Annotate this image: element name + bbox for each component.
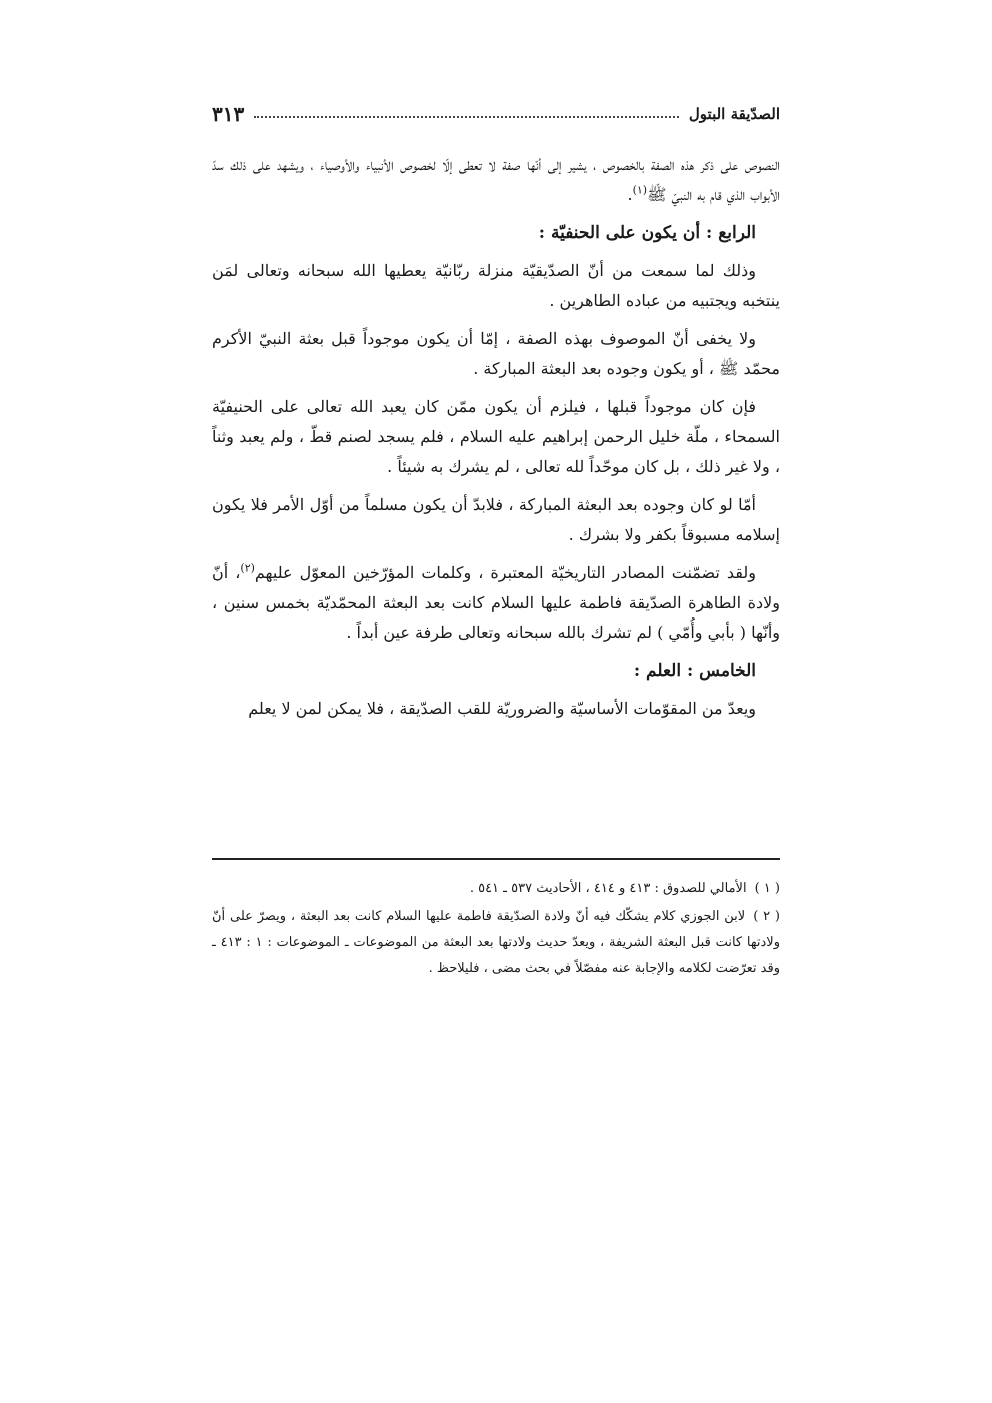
footnote-number: ( ٢ ) — [753, 909, 780, 924]
page-number: ٣١٣ — [212, 102, 245, 126]
footnote-text: الأمالي للصدوق : ٤١٣ و ٤١٤ ، الأحاديث ٥٣٧ ـ ٥٤١ . — [469, 881, 747, 896]
section-heading-fourth: الرابع : أن يكون على الحنفيّة : — [538, 223, 756, 243]
chapter-title: الصدّيقة البتول — [688, 105, 780, 123]
book-page — [212, 96, 780, 976]
footnote-ref-1[interactable]: (١) — [632, 183, 648, 197]
leader-dots — [254, 116, 679, 118]
paragraph-continuation — [212, 150, 780, 210]
footnote-1 — [212, 876, 780, 902]
paragraph: فإن كان موجوداً قبلها ، فيلزم أن يكون ممّن كان يعبد الله تعالى على الحنيفيّة السمحاء ، ملّة خليل الرحمن إبراهيم عليه السلام ، فلم يسجد لصنم قطّ ، ولم يعبد وثناً ، ولا غير ذلك ، بل كان موحّداً لله تعالى ، لم يشرك به شيئاً . — [212, 397, 780, 476]
paragraph-end: . — [627, 185, 633, 204]
paragraph: وذلك لما سمعت من أنّ الصدّيقيّة منزلة ربّانيّة يعطيها الله سبحانه وتعالى لمَن ينتخبه ويجتبيه من عباده الطاهرين . — [212, 261, 780, 310]
footnote-number: ( ١ ) — [754, 881, 780, 896]
paragraph — [212, 558, 780, 648]
paragraph: ويعدّ من المقوّمات الأساسيّة والضروريّة للقب الصدّيقة ، فلا يمكن لمن لا يعلم — [248, 699, 756, 718]
running-header — [212, 96, 780, 132]
footnote-text: لابن الجوزي كلام يشكّك فيه أنّ ولادة الصدّيقة فاطمة عليها السلام كانت بعد البعثة ، ويصرّ على أنّ ولادتها كانت قبل البعثة الشريفة ، ويعدّ حديث ولادتها بعد البعثة من الموضوعات ـ الموضوعات : ١ : ٤١٣ ـ وقد تعرّضت لكلامه والإجابة عنه مفصّلاً في بحث مضى ، فليلاحظ . — [212, 909, 780, 976]
paragraph-text: ، أنّ ولادة الطاهرة الصدّيقة فاطمة عليها السلام كانت بعد البعثة المحمّديّة بخمس سنين ، وأنّها ( بأبي وأُمّي ) لم تشرك بالله سبحانه وتعالى طرفة عين أبداً . — [212, 563, 780, 642]
paragraph-text: النصوص على ذكر هذه الصفة بالخصوص ، يشير إلى أنّها صفة لا تعطى إلّا لخصوص الأنبياء والأوصياء ، ويشهد على ذلك سدّ الأبواب الذي قام به النبيّ ﷺ — [212, 155, 780, 204]
paragraph-text: ولقد تضمّنت المصادر التاريخيّة المعتبرة ، وكلمات المؤرّخين المعوّل عليهم — [254, 563, 756, 582]
paragraph: ولا يخفى أنّ الموصوف بهذه الصفة ، إمّا أن يكون موجوداً قبل بعثة النبيّ الأكرم محمّد ﷺ ، أو يكون وجوده بعد البعثة المباركة . — [212, 329, 780, 378]
paragraph: أمّا لو كان وجوده بعد البعثة المباركة ، فلابدّ أن يكون مسلماً من أوّل الأمر فلا يكون إسلامه مسبوقاً بكفر ولا بشرك . — [212, 495, 780, 544]
footnote-ref-2[interactable]: (٢) — [240, 561, 255, 575]
section-heading-fifth: الخامس : العلم : — [633, 661, 756, 681]
main-text — [212, 150, 780, 724]
footnote-separator — [212, 858, 780, 860]
footnote-2 — [212, 904, 780, 982]
footnotes — [212, 876, 780, 984]
